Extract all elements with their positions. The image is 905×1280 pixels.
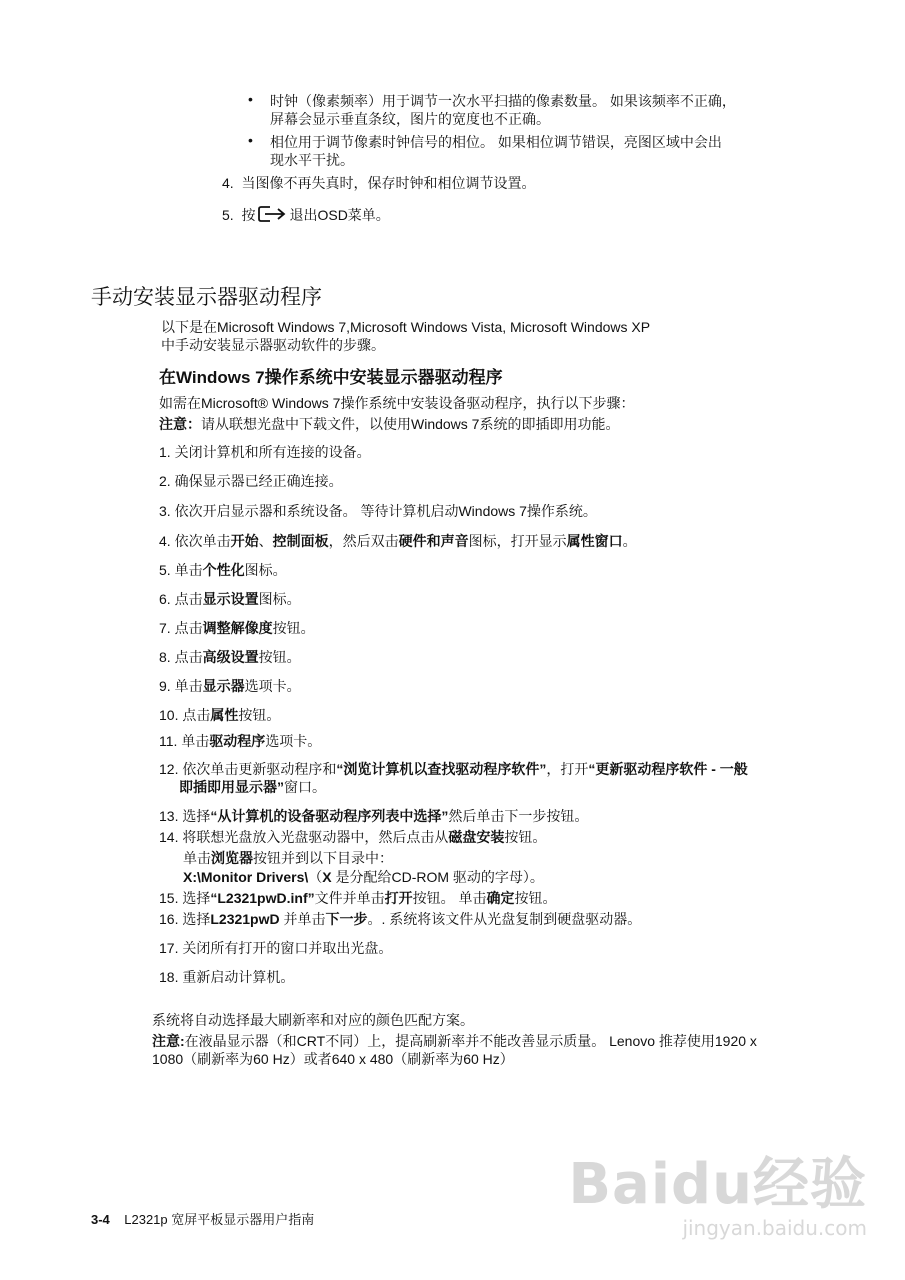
section-title: 手动安装显示器驱动程序 [91, 286, 322, 309]
page-number: 3-4 [91, 1212, 110, 1227]
note-2-line2: 1080（刷新率为60 Hz）或者640 x 480（刷新率为60 Hz） [152, 1051, 514, 1067]
exit-icon [257, 204, 287, 224]
step-9: 9. 单击显示器选项卡。 [159, 678, 301, 694]
step-5: 5. 单击个性化图标。 [159, 562, 287, 578]
doc-title: L2321p 宽屏平板显示器用户指南 [124, 1212, 315, 1227]
step-7: 7. 点击调整解像度按钮。 [159, 620, 315, 636]
auto-select-text: 系统将自动选择最大刷新率和对应的颜色匹配方案。 [152, 1012, 474, 1028]
step-4: 4. 依次单击开始、控制面板，然后双击硬件和声音图标，打开显示属性窗口。 [159, 533, 637, 549]
baidu-watermark [568, 1140, 867, 1240]
subsection-title: 在Windows 7操作系统中安装显示器驱动程序 [159, 368, 503, 387]
step-16: 16. 选择L2321pwD 并单击下一步。. 系统将该文件从光盘复制到硬盘驱动器。 [159, 911, 642, 927]
step-10: 10. 点击属性按钮。 [159, 707, 281, 723]
step-6: 6. 点击显示设置图标。 [159, 591, 301, 607]
page-footer [91, 1211, 314, 1229]
step-3: 3. 依次开启显示器和系统设备。 等待计算机启动Windows 7操作系统。 [159, 503, 597, 519]
step-17: 17. 关闭所有打开的窗口并取出光盘。 [159, 940, 393, 956]
intro-line2: 中手动安装显示器驱动软件的步骤。 [161, 337, 385, 353]
step-13: 13. 选择“从计算机的设备驱动程序列表中选择”然后单击下一步按钮。 [159, 808, 589, 824]
bullet-dot: • [248, 91, 253, 107]
requirement-text: 如需在Microsoft® Windows 7操作系统中安装设备驱动程序，执行以下步骤： [159, 395, 635, 411]
note-1: 注意：请从联想光盘中下载文件，以使用Windows 7系统的即插即用功能。 [159, 416, 620, 432]
watermark-logo: Baidu经验 [568, 1152, 867, 1217]
bullet-phase-line1: 相位用于调节像素时钟信号的相位。 如果相位调节错误，亮图区域中会出 [270, 134, 722, 150]
step-12-line1: 12. 依次单击更新驱动程序和“浏览计算机以查找驱动程序软件”，打开“更新驱动程序软件 - 一般 [159, 761, 748, 777]
step-12-line2: 即插即用显示器”窗口。 [179, 779, 326, 795]
bullet-dot: • [248, 132, 253, 148]
step-8: 8. 点击高级设置按钮。 [159, 649, 301, 665]
step-1: 1. 关闭计算机和所有连接的设备。 [159, 444, 371, 460]
step-18: 18. 重新启动计算机。 [159, 969, 295, 985]
bullet-clock-line1: 时钟（像素频率）用于调节一次水平扫描的像素数量。 如果该频率不正确， [270, 93, 736, 109]
bullet-clock-line2: 屏幕会显示垂直条纹，图片的宽度也不正确。 [270, 111, 550, 127]
step-14-line1: 14. 将联想光盘放入光盘驱动器中，然后点击从磁盘安装按钮。 [159, 829, 547, 845]
note-2-line1: 注意:在液晶显示器（和CRT不同）上，提高刷新率并不能改善显示质量。 Lenovo 推荐使用1920 x [152, 1033, 757, 1049]
top-step-4: 4. 当图像不再失真时，保存时钟和相位调节设置。 [222, 175, 536, 191]
intro-line1: 以下是在Microsoft Windows 7,Microsoft Windows Vista, Microsoft Windows XP [161, 319, 651, 335]
step-2: 2. 确保显示器已经正确连接。 [159, 473, 343, 489]
top-step-5: 5. 按 退出OSD菜单。 [222, 204, 390, 225]
step-14-line2: 单击浏览器按钮并到以下目录中： [183, 850, 393, 866]
step-14-line3: X:\Monitor Drivers\（X 是分配给CD-ROM 驱动的字母）。 [183, 869, 544, 885]
step-15: 15. 选择“L2321pwD.inf”文件并单击打开按钮。 单击确定按钮。 [159, 890, 557, 906]
bullet-phase-line2: 现水平干扰。 [270, 152, 354, 168]
step-11: 11. 单击驱动程序选项卡。 [159, 733, 322, 749]
watermark-url: jingyan.baidu.com [682, 1216, 867, 1240]
